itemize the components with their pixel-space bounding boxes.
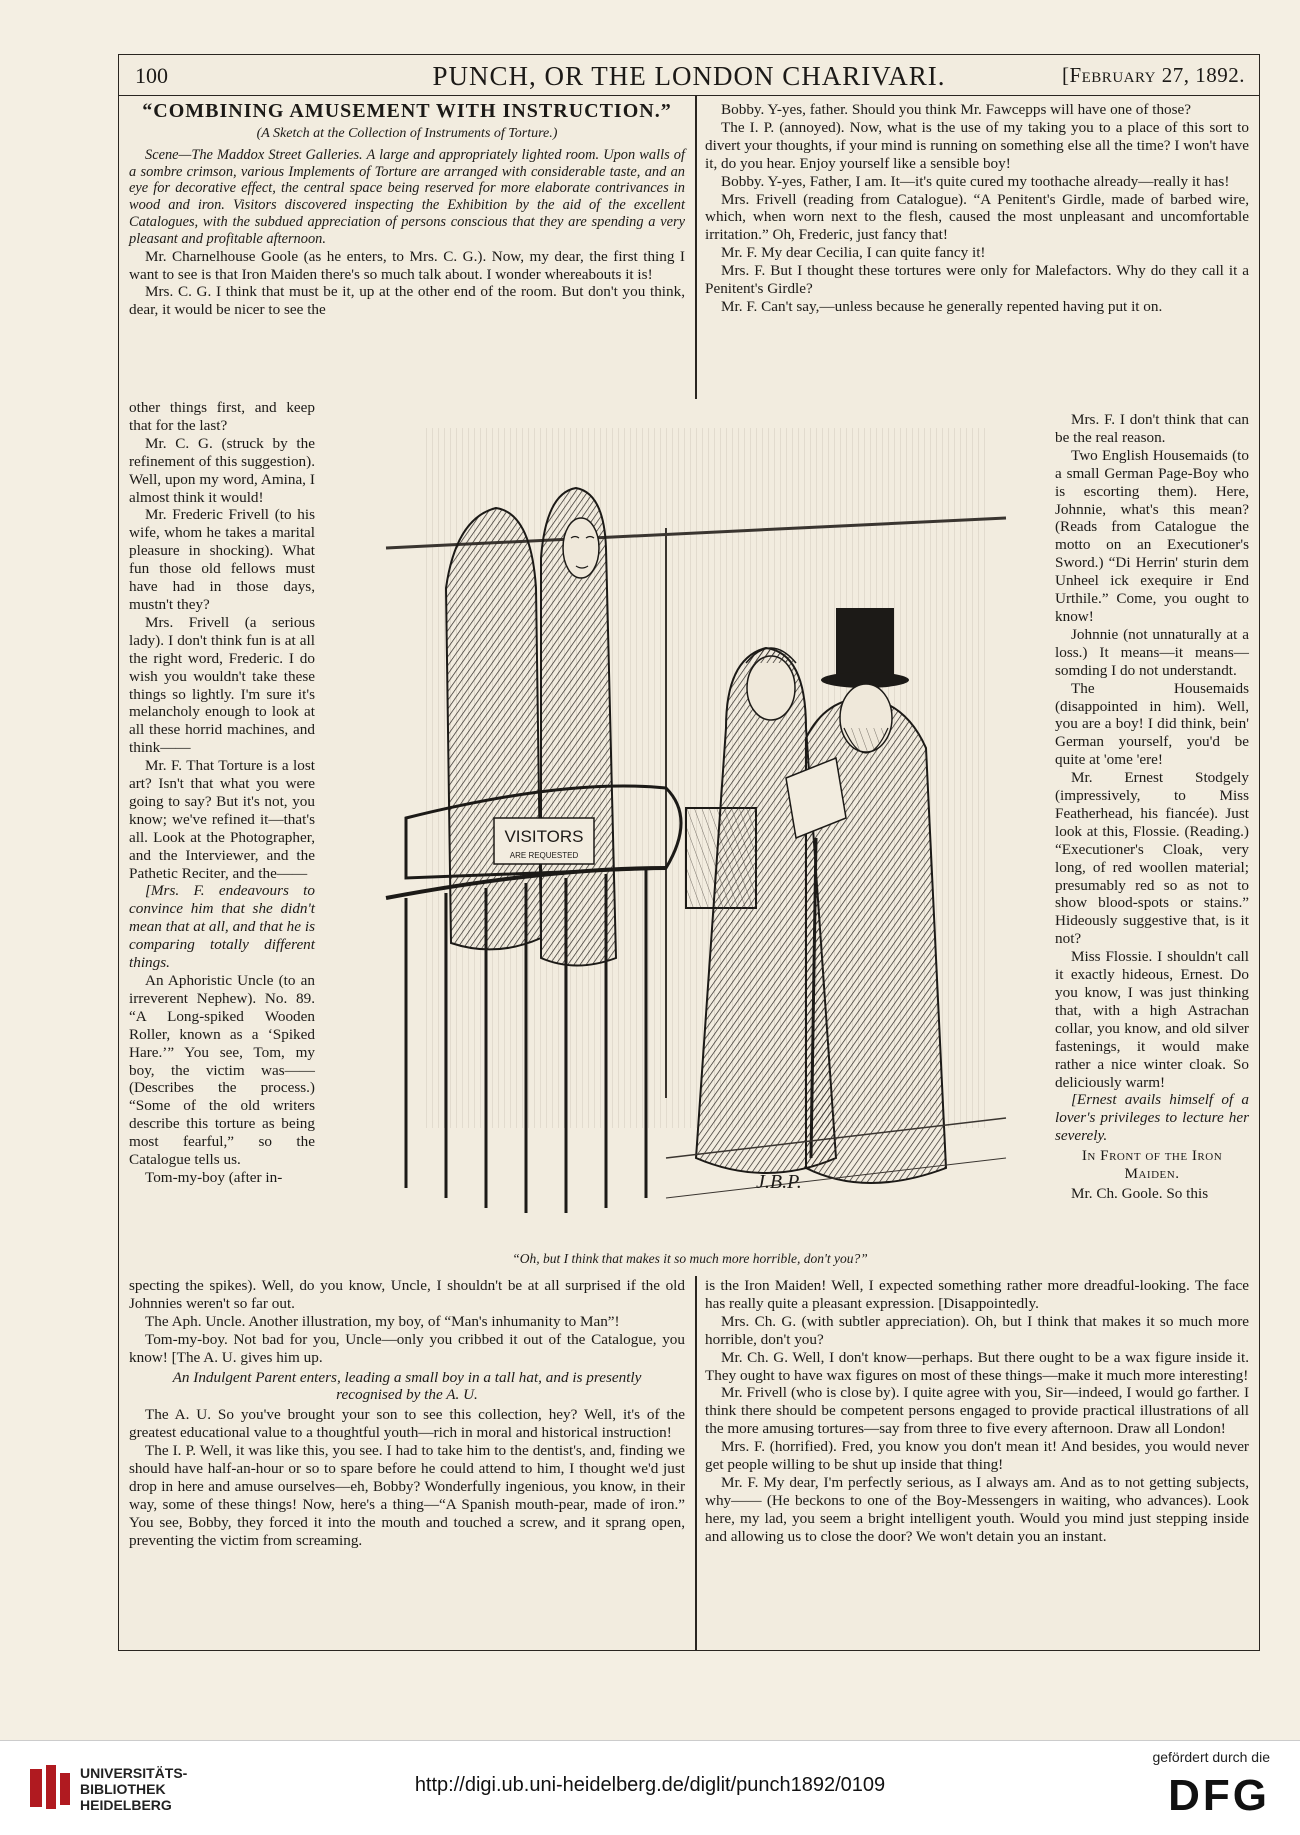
paragraph: Mrs. Frivell (a serious lady). I don't think fun is at all the right word, Frederic. I do wish you wouldn't take these things so lightly. I'm sure it's melancholy enough to look at all these horrid machines, and think—— bbox=[129, 613, 315, 757]
left-column-bottom bbox=[129, 1277, 685, 1550]
artist-signature: J.B.P. bbox=[756, 1171, 802, 1193]
paragraph: is the Iron Maiden! Well, I expected something rather more dreadful-looking. The face has really quite a pleasant expression. [Disappointedly. bbox=[705, 1277, 1249, 1312]
stage-direction: [Ernest avails himself of a lover's privileges to lecture her severely. bbox=[1055, 1091, 1249, 1145]
digitization-footer bbox=[0, 1740, 1300, 1835]
stage-direction: [Mrs. F. endeavours to convince him that she didn't mean that at all, and that he is comparing totally different things. bbox=[129, 882, 315, 972]
right-column-narrow bbox=[1055, 411, 1249, 1203]
paragraph: Mrs. C. G. I think that must be it, up at the other end of the room. But don't you think, dear, it would be nicer to see the bbox=[129, 283, 685, 319]
paragraph: Mrs. F. But I thought these tortures were only for Malefactors. Why do they call it a Penitent's Girdle? bbox=[705, 262, 1249, 298]
paragraph: Mr. F. That Torture is a lost art? Isn't that what you were going to say? But it's not, you know; we've refined it—that's all. Look at the Photographer, and the Interviewer, and the Pathetic Reciter, and the—— bbox=[129, 757, 315, 882]
scene-direction: Scene—The Maddox Street Galleries. A large and appropriately lighted room. Upon walls of a sombre crimson, various Implements of Torture are arranged with considerable taste, and an eye for decorative effect, the central space being reserved for more elaborate contrivances in wood and iron. Visitors discovered inspecting the Exhibition by the aid of the excellent Catalogues, with the subdued appreciation of persons conscious that they are spending a very pleasant and profitable afternoon. bbox=[129, 146, 685, 247]
stage-direction: An Indulgent Parent enters, leading a small boy in a tall hat, and is presently recognised by the A. U. bbox=[172, 1368, 642, 1404]
paragraph: The I. P. Well, it was like this, you see. I had to take him to the dentist's, and, finding we should have half-an-hour or so to spare before he could attend to him, I thought we'd just drop in here and amuse ourselves—eh, Bobby? Wonderfully ingenious, you know, in their way, some of these things! Now, here's a thing—“A Spanish mouth-pear, made of iron.” You see, Bobby, they forced it into the mouth and touched a screw, and it sprang open, preventing the victim from screaming. bbox=[129, 1442, 685, 1549]
paragraph: Mrs. F. I don't think that can be the real reason. bbox=[1055, 411, 1249, 446]
paragraph: Mr. Ch. Goole. So this bbox=[1071, 1184, 1209, 1202]
paragraph: The Housemaids (disappointed in him). Well, you are a boy! I did think, bein' German yourself, you'd be quite at 'ome 'ere! bbox=[1055, 679, 1249, 769]
right-column-bottom bbox=[705, 1277, 1249, 1546]
running-header bbox=[119, 55, 1259, 96]
sign-requested-text: ARE REQUESTED bbox=[509, 851, 579, 860]
paragraph: The A. U. So you've brought your son to see this collection, hey? Well, it's of the greatest educational value to a thoughtful youth—rich in moral and historical instruction! bbox=[129, 1406, 685, 1442]
illustration-caption: “Oh, but I think that makes it so much more horrible, don't you?” bbox=[512, 1251, 868, 1266]
paragraph: Tom-my-boy (after in- bbox=[145, 1168, 283, 1186]
paragraph: Mrs. F. (horrified). Fred, you know you don't mean it! And besides, you would never get people willing to be shut up inside that thing! bbox=[705, 1438, 1249, 1474]
iron-maiden-illustration bbox=[366, 398, 1012, 1254]
paragraph: The Aph. Uncle. Another illustration, my boy, of “Man's inhumanity to Man”! bbox=[145, 1312, 620, 1330]
paragraph: Mr. C. G. (struck by the refinement of this suggestion). Well, upon my word, Amina, I almost think it would! bbox=[129, 434, 315, 506]
permalink-url[interactable]: http://digi.ub.uni-heidelberg.de/diglit/punch1892/0109 bbox=[414, 1774, 886, 1796]
paragraph: Mr. Charnelhouse Goole (as he enters, to Mrs. C. G.). Now, my dear, the first thing I want to see is that Iron Maiden there's so much talk about. I wonder whereabouts it is! bbox=[129, 247, 685, 283]
paragraph: Mr. F. My dear, I'm perfectly serious, as I always am. And as to not getting subjects, why—— (He beckons to one of the Boy-Messengers in waiting, who advances). Look here, my lad, you seem a bright intelligent youth. Would you mind just stepping inside and allowing us to close the door? We won't detain you an instant. bbox=[705, 1473, 1249, 1545]
paragraph: Bobby. Y-yes, Father, I am. It—it's quite cured my toothache already—really it has! bbox=[721, 172, 1230, 190]
dfg-logo: DFG bbox=[1168, 1771, 1270, 1820]
paragraph: Two English Housemaids (to a small German Page-Boy who is escorting them). Here, Johnnie, what's this mean? (Reads from Catalogue the motto on an Executioner's Sword.) “Di Herrin' sturin dem Unheel ick exequire ir End Urthile.” Come, you ought to know! bbox=[1055, 446, 1249, 625]
left-column-narrow bbox=[129, 399, 315, 1187]
issue-date: [February 27, 1892. bbox=[1061, 63, 1245, 87]
article-subtitle: (A Sketch at the Collection of Instruments of Torture.) bbox=[256, 125, 558, 141]
funding-label: gefördert durch die bbox=[1152, 1749, 1270, 1765]
paragraph: Mr. Frivell (who is close by). I quite agree with you, Sir—indeed, I would go farther. I think there should be competent persons engaged to provide practical illustrations of all the more amusing tortures—say from three to five every afternoon. Draw all London! bbox=[705, 1384, 1249, 1438]
paragraph: Mrs. Ch. G. (with subtler appreciation). Oh, but I think that makes it so much more horrible, don't you? bbox=[705, 1312, 1249, 1348]
library-name: UNIVERSITÄTS- BIBLIOTHEK HEIDELBERG bbox=[80, 1765, 188, 1813]
column-rule-top bbox=[695, 95, 697, 399]
paragraph: Tom-my-boy. Not bad for you, Uncle—only you cribbed it out of the Catalogue, you know! [The A. U. gives him up. bbox=[129, 1330, 685, 1366]
paragraph: Mr. Ernest Stodgely (impressively, to Miss Featherhead, his fiancée). Just look at this, Flossie. (Reading.) “Executioner's Cloak, very long, of red woollen material; presumably red so as not to show blood-spots or stains.” Hideously suggestive that, is it not? bbox=[1055, 769, 1249, 948]
paragraph: The I. P. (annoyed). Now, what is the use of my taking you to a place of this sort to divert your thoughts, if your mind is running on something else all the time? I won't have it, do you hear. Enjoy yourself like a sensible boy! bbox=[705, 118, 1249, 172]
scene-heading: In Front of the Iron Maiden. bbox=[1081, 1147, 1223, 1183]
paragraph: Bobby. Y-yes, father. Should you think Mr. Fawcepps will have one of those? bbox=[721, 101, 1192, 118]
journal-title: PUNCH, OR THE LONDON CHARIVARI. bbox=[432, 61, 946, 91]
column-rule-bottom bbox=[695, 1276, 697, 1650]
paragraph: other things first, and keep that for the last? bbox=[129, 399, 315, 434]
right-column-top bbox=[705, 101, 1249, 316]
paragraph: An Aphoristic Uncle (to an irreverent Nephew). No. 89. “A Long-spiked Wooden Roller, known as a ‘Spiked Hare.’” You see, Tom, my boy, the victim was—— (Describes the process.) “Some of the old writers describe this torture as being most fearful,” so the Catalogue tells us. bbox=[129, 972, 315, 1169]
paragraph: Mr. F. My dear Cecilia, I can quite fancy it! bbox=[721, 244, 986, 262]
paragraph: Miss Flossie. I shouldn't call it exactly hideous, Ernest. Do you know, I was just thinking that, with a high Astrachan collar, you know, and old silver fastenings, it would make rather a nice winter cloak. So deliciously warm! bbox=[1055, 948, 1249, 1091]
sign-visitors-text: VISITORS bbox=[504, 827, 584, 846]
paragraph: Mrs. Frivell (reading from Catalogue). “A Penitent's Girdle, made of barbed wire, which, when worn next to the flesh, caused the most unpleasant and uncomfortable irritation.” Oh, Frederic, just fancy that! bbox=[705, 190, 1249, 244]
paragraph: Mr. Ch. G. Well, I don't know—perhaps. But there ought to be a wax figure inside it. They ought to have wax figures on most of these things—make it much more interesting! bbox=[705, 1348, 1249, 1384]
paragraph: specting the spikes). Well, do you know, Uncle, I shouldn't be at all surprised if the old Johnnies weren't so far out. bbox=[129, 1277, 685, 1312]
left-column-top bbox=[129, 100, 685, 319]
paragraph: Mr. F. Can't say,—unless because he generally repented having put it on. bbox=[721, 297, 1163, 315]
article-title: “COMBINING AMUSEMENT WITH INSTRUCTION.” bbox=[142, 100, 672, 122]
paragraph: Johnnie (not unnaturally at a loss.) It means—it means—somding I do not understandt. bbox=[1055, 625, 1249, 679]
page-number: 100 bbox=[135, 63, 168, 88]
paragraph: Mr. Frederic Frivell (to his wife, whom he takes a marital pleasure in shocking). What fun those old fellows must have had in those days, mustn't they? bbox=[129, 506, 315, 613]
